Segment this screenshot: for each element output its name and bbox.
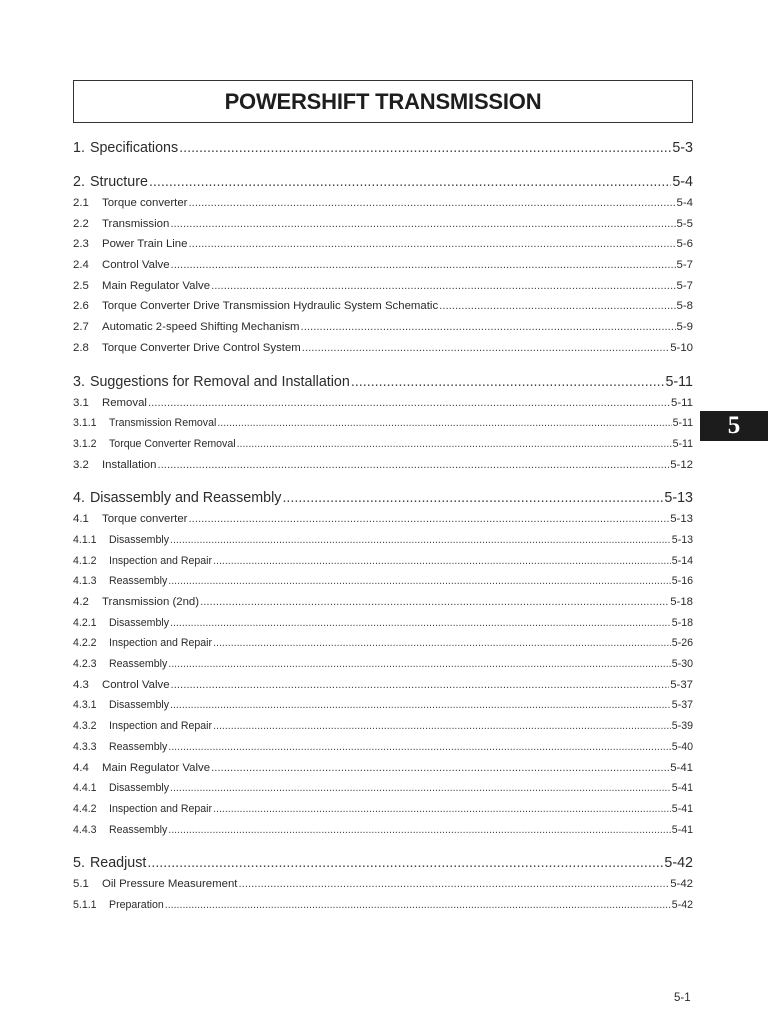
toc-entry-label: Inspection and Repair [109,637,213,650]
dot-leader [170,613,671,634]
dot-leader [170,530,671,551]
dot-leader [211,276,675,297]
toc-entry-subsubsection[interactable] [73,613,693,634]
toc-entry-label: Transmission [102,217,170,230]
dot-leader [213,633,671,654]
toc-entry-label: Removal [102,396,147,409]
toc-entry-label: Disassembly [109,616,170,629]
toc-entry-number: 4.3.3 [73,740,97,753]
toc-entry-page: 5-39 [671,720,693,733]
toc-entry-page: 5-11 [671,396,693,409]
toc-entry-section[interactable] [73,488,693,509]
toc-entry-number: 4. [73,490,85,507]
dot-leader [282,488,663,509]
dot-leader [170,778,671,799]
toc-entry-number: 3.1.2 [73,437,97,450]
toc-entry-page: 5-4 [672,174,693,190]
toc-entry-label: Main Regulator Valve [102,761,211,774]
toc-entry-subsection[interactable] [73,509,693,530]
toc-entry-number: 2. [73,174,85,190]
toc-entry-number: 4.4.3 [73,823,97,836]
page-title: POWERSHIFT TRANSMISSION [224,88,542,114]
toc-entry-number: 5.1 [73,878,89,891]
toc-entry-subsection[interactable] [73,758,693,779]
dot-leader [157,455,669,476]
toc-entry-subsection[interactable] [73,874,693,895]
toc-entry-page: 5-4 [676,197,693,209]
toc-entry-number: 2.5 [73,279,89,292]
dot-leader [238,874,669,895]
toc-entry-subsection[interactable] [73,338,693,359]
toc-entry-label: Torque converter [102,197,188,209]
toc-entry-number: 4.1.3 [73,575,97,588]
toc-entry-number: 2.2 [73,217,89,230]
toc-entry-label: Torque Converter Removal [109,437,236,450]
toc-entry-section[interactable] [73,853,693,874]
dot-leader [351,372,665,393]
dot-leader [179,138,671,159]
dot-leader [171,255,676,276]
toc-entry-label: Oil Pressure Measurement [102,878,238,891]
toc-entry-number: 4.4.2 [73,802,97,815]
toc-entry-number: 5.1.1 [73,898,97,911]
toc-entry-number: 3.1.1 [73,417,97,430]
dot-leader [168,820,671,841]
toc-entry-label: Reassembly [109,658,168,671]
toc-entry-subsection[interactable] [73,317,693,338]
toc-entry-label: Inspection and Repair [109,554,213,567]
toc-entry-page: 5-37 [671,699,693,712]
toc-entry-page: 5-11 [672,417,693,430]
toc-entry-label: Automatic 2-speed Shifting Mechanism [102,321,300,334]
toc-entry-number: 4.3.2 [73,720,97,733]
toc-section [73,853,693,915]
dot-leader [168,737,671,758]
toc-entry-label: Readjust [89,855,147,872]
toc-entry-subsubsection[interactable] [73,654,693,675]
toc-entry-label: Inspection and Repair [109,802,213,815]
toc-entry-label: Transmission (2nd) [102,596,200,608]
toc-entry-subsubsection[interactable] [73,737,693,758]
toc-entry-subsection[interactable] [73,455,693,476]
toc-entry-subsection[interactable] [73,255,693,276]
toc-entry-subsection[interactable] [73,276,693,297]
toc-entry-subsection[interactable] [73,393,693,414]
dot-leader [171,675,670,696]
dot-leader [200,592,669,613]
dot-leader [149,172,671,193]
toc-entry-number: 4.1.1 [73,533,97,546]
toc-entry-subsubsection[interactable] [73,413,693,434]
toc-entry-label: Control Valve [102,259,170,272]
title-box [73,80,693,123]
toc-entry-subsubsection[interactable] [73,530,693,551]
toc-entry-label: Specifications [89,140,179,156]
toc-entry-number: 1. [73,140,85,156]
toc-entry-label: Inspection and Repair [109,720,213,733]
toc-entry-subsection[interactable] [73,234,693,255]
dot-leader [165,895,671,916]
toc-section [73,372,693,476]
toc-entry-page: 5-9 [676,321,693,334]
toc-entry-section[interactable] [73,372,693,393]
toc-entry-page: 5-10 [670,341,693,354]
toc-entry-page: 5-26 [671,637,693,650]
toc-entry-page: 5-41 [671,802,693,815]
toc-entry-label: Main Regulator Valve [102,279,211,292]
toc-entry-label: Torque Converter Drive Control System [102,341,301,354]
toc-entry-label: Reassembly [109,740,168,753]
toc-entry-label: Power Train Line [102,238,188,251]
toc-entry-subsubsection[interactable] [73,551,693,572]
toc-section [73,488,693,840]
dot-leader [213,799,671,820]
toc-entry-number: 3.2 [73,458,89,471]
toc-entry-page: 5-6 [676,238,693,251]
dot-leader [170,695,671,716]
dot-leader [168,654,671,675]
dot-leader [439,296,675,317]
toc-entry-label: Preparation [109,898,164,911]
toc-entry-label: Reassembly [109,575,168,588]
toc-entry-label: Control Valve [102,678,170,691]
toc-entry-page: 5-18 [670,596,693,608]
toc-entry-page: 5-7 [676,279,693,292]
dot-leader [301,317,676,338]
toc-entry-subsubsection[interactable] [73,895,693,916]
toc-entry-subsubsection[interactable] [73,820,693,841]
toc-entry-number: 2.1 [73,197,89,209]
toc-entry-page: 5-11 [665,373,693,390]
toc-entry-subsubsection[interactable] [73,434,693,455]
toc-entry-page: 5-42 [664,855,693,872]
toc-entry-subsection[interactable] [73,296,693,317]
toc-entry-number: 4.1.2 [73,554,97,567]
toc-entry-page: 5-42 [671,898,693,911]
toc-entry-number: 3. [73,373,85,390]
toc-entry-label: Disassembly [109,782,170,795]
dot-leader [168,571,671,592]
dot-leader [188,509,669,530]
toc-entry-section[interactable] [73,172,693,193]
toc-entry-subsubsection[interactable] [73,695,693,716]
toc-entry-number: 4.2 [73,596,89,608]
toc-entry-subsection[interactable] [73,214,693,235]
toc-entry-page: 5-41 [670,761,693,774]
toc-entry-number: 2.3 [73,238,89,251]
toc-entry-page: 5-3 [672,140,693,156]
dot-leader [148,393,670,414]
toc-entry-label: Disassembly and Reassembly [89,490,282,507]
toc-entry-number: 2.7 [73,321,89,334]
toc-entry-page: 5-37 [670,678,693,691]
toc-entry-page: 5-40 [671,740,693,753]
toc-entry-number: 4.2.1 [73,616,97,629]
toc-entry-label: Structure [89,174,148,190]
toc-entry-page: 5-13 [664,490,693,507]
dot-leader [170,214,675,235]
toc-entry-number: 4.2.3 [73,658,97,671]
table-of-contents [73,138,693,916]
toc-entry-page: 5-41 [671,782,693,795]
dot-leader [188,193,675,214]
toc-section [73,172,693,359]
toc-entry-label: Torque converter [102,513,188,526]
toc-entry-subsubsection[interactable] [73,716,693,737]
toc-entry-number: 4.4.1 [73,782,97,795]
toc-entry-label: Disassembly [109,533,170,546]
toc-entry-page: 5-13 [671,533,693,546]
toc-entry-label: Transmission Removal [109,417,217,430]
dot-leader [211,758,669,779]
toc-entry-label: Installation [102,458,157,471]
toc-entry-section[interactable] [73,138,693,159]
toc-entry-page: 5-11 [672,437,693,450]
toc-entry-page: 5-18 [671,616,693,629]
toc-entry-label: Disassembly [109,699,170,712]
dot-leader [213,551,671,572]
toc-entry-subsubsection[interactable] [73,633,693,654]
toc-entry-page: 5-30 [671,658,693,671]
toc-entry-number: 4.2.2 [73,637,97,650]
toc-entry-subsubsection[interactable] [73,571,693,592]
toc-entry-subsection[interactable] [73,675,693,696]
toc-section [73,138,693,159]
toc-entry-page: 5-14 [671,554,693,567]
toc-entry-page: 5-12 [670,458,693,471]
chapter-tab-marker: 5 [700,411,768,441]
toc-entry-page: 5-16 [671,575,693,588]
dot-leader [302,338,669,359]
toc-entry-label: Reassembly [109,823,168,836]
page-number: 5-1 [674,992,691,1004]
toc-entry-page: 5-13 [670,513,693,526]
toc-entry-label: Suggestions for Removal and Installation [89,373,350,390]
toc-entry-subsubsection[interactable] [73,778,693,799]
toc-entry-number: 4.4 [73,761,89,774]
toc-entry-number: 5. [73,855,85,872]
toc-entry-subsection[interactable] [73,193,693,214]
toc-entry-page: 5-42 [670,878,693,891]
toc-entry-number: 3.1 [73,396,89,409]
dot-leader [213,716,671,737]
toc-entry-number: 4.3 [73,678,89,691]
toc-entry-number: 2.4 [73,259,89,272]
toc-entry-page: 5-5 [676,217,693,230]
toc-entry-label: Torque Converter Drive Transmission Hydraulic System Schematic [102,300,439,313]
toc-entry-number: 2.8 [73,341,89,354]
dot-leader [147,853,663,874]
dot-leader [217,413,671,434]
toc-entry-page: 5-7 [676,259,693,272]
toc-entry-subsection[interactable] [73,592,693,613]
toc-entry-subsubsection[interactable] [73,799,693,820]
toc-entry-number: 2.6 [73,300,89,313]
dot-leader [237,434,672,455]
toc-entry-page: 5-8 [676,300,693,313]
dot-leader [188,234,675,255]
toc-entry-number: 4.3.1 [73,699,97,712]
toc-entry-page: 5-41 [671,823,693,836]
toc-entry-number: 4.1 [73,513,89,526]
